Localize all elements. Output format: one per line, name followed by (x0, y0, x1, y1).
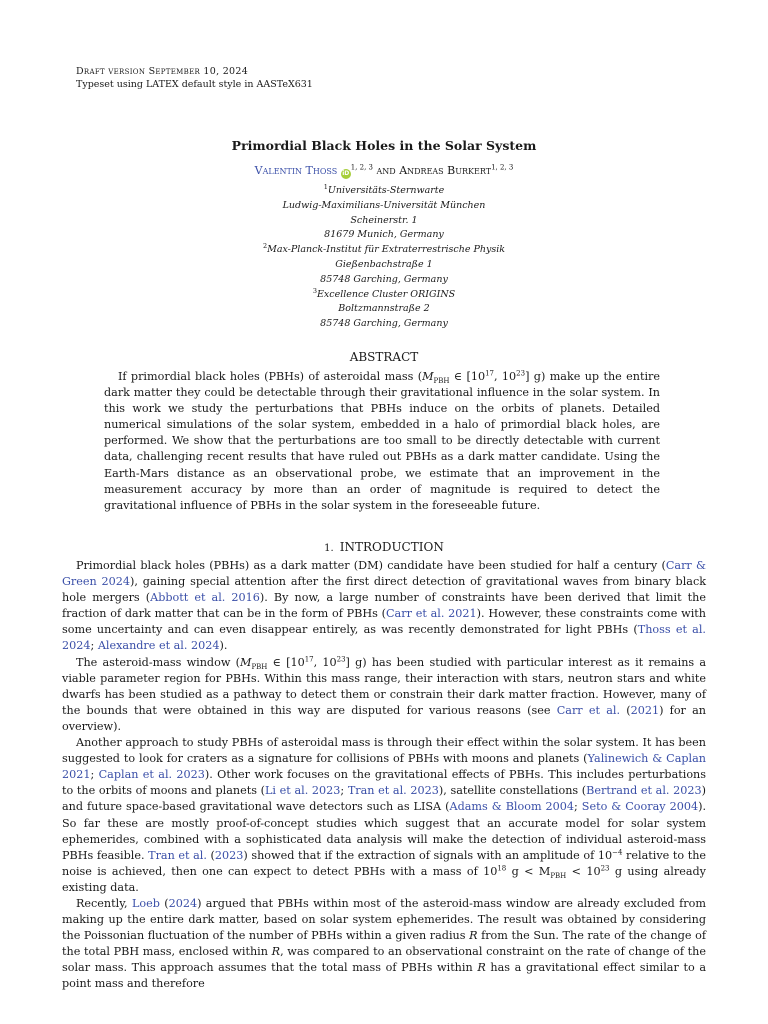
citation-link[interactable]: 2021 (630, 703, 660, 717)
typeset-note: Typeset using LATEX default style in AASTeX631 (76, 78, 313, 90)
citation-link[interactable]: Adams & Bloom 2004 (449, 800, 575, 814)
author-affil-sup: 1, 2, 3 (350, 163, 373, 172)
abstract-heading: ABSTRACT (349, 350, 419, 364)
author-burkert: Andreas Burkert (399, 164, 492, 177)
citation-link[interactable]: 2023 (214, 848, 244, 862)
citation-link[interactable]: Yalinewich & Caplan 2021 (62, 752, 706, 782)
author-and: and (376, 164, 396, 177)
paper-title: Primordial Black Holes in the Solar System (231, 138, 537, 153)
affiliation-line: $^2$Max-Planck-Institut für Extraterrestrische Physik (262, 242, 506, 256)
citation-link[interactable]: Alexandre et al. 2024 (97, 639, 220, 653)
body-text (62, 558, 706, 993)
author-affil-sup: 1, 2, 3 (491, 163, 514, 172)
affiliation-line: Boltzmannstraße 2 (338, 303, 430, 315)
citation-link[interactable]: Loeb (131, 896, 160, 910)
affiliation-line: 85748 Garching, Germany (320, 273, 448, 285)
abstract-text: If primordial black holes (PBHs) of asteroidal mass ($M_{PBH}$ ∈ [$10^{17}$, $10^{23}$] g) make up the entire dark matter they could be detectable through their gravitational influence in the solar system. In this work we study the perturbations that PBHs induce on the orbits of planets. Detailed numerical simulations of the solar system, embedded in a halo of primordial black holes, are performed. We show that the perturbations are too small to be directly detectable with current data, challenging recent results that have ruled out PBHs as a dark matter candidate. Using the Earth-Mars distance as an observational probe, we estimate that an improvement in the measurement accuracy by more than an order of magnitude is required to detect the gravitational influence of PBHs in the solar system in the foreseeable future. (104, 369, 660, 512)
paragraph: The asteroid-mass window ($M_{PBH}$ ∈ [$10^{17}$, $10^{23}$] g) has been studied with particular interest as it remains a viable parameter region for PBHs. Within this mass range, their interaction with stars, neutron stars and white dwarfs has been studied as a pathway to detect them or constrain their dark matter fraction. However, many of the bounds that were obtained in this way are disputed for various reasons (see Carr et al. (2021) for an overview). (62, 654, 707, 733)
citation-link[interactable]: Thoss et al. 2024 (62, 623, 706, 653)
citation-link[interactable]: Tran et al. 2023 (347, 784, 439, 798)
affiliation-line: 85748 Garching, Germany (320, 318, 448, 330)
citation-link[interactable]: Caplan et al. 2023 (98, 768, 205, 782)
affiliation-line: $^1$Universitäts-Sternwarte (323, 182, 445, 196)
citation-link[interactable]: Carr et al. (556, 703, 621, 717)
affiliation-line: $^3$Excellence Cluster ORIGINS (312, 286, 456, 300)
citation-link[interactable]: Bertrand et al. 2023 (586, 784, 702, 798)
affiliation-line: Ludwig-Maximilians-Universität München (282, 199, 486, 211)
citation-link[interactable]: Carr et al. 2021 (386, 607, 477, 621)
draft-version: Draft version September 10, 2024 (76, 66, 249, 77)
citation-link[interactable]: Seto & Cooray 2004 (581, 800, 699, 814)
citation-link[interactable]: Abbott et al. 2016 (150, 591, 260, 605)
section-heading: 1. INTRODUCTION (324, 540, 444, 554)
author-list (0, 164, 768, 179)
author-link-thoss[interactable]: Valentin Thoss (254, 164, 338, 177)
citation-link[interactable]: Li et al. 2023 (265, 784, 341, 798)
affiliation-line: 81679 Munich, Germany (324, 229, 444, 241)
affiliations (0, 184, 768, 332)
preprint-header (76, 66, 313, 91)
paragraph: Primordial black holes (PBHs) as a dark matter (DM) candidate have been studied for half a century (Carr & Green 2024), gaining special attention after the first direct detection of gravitational waves from binary black hole mergers (Abbott et al. 2016). By now, a large number of constraints have been derived that limit the fraction of dark matter that can be in the form of PBHs (Carr et al. 2021). However, these constraints come with some uncertainty and can even disappear entirely, as was recently demonstrated for light PBHs (Thoss et al. 2024; Alexandre et al. 2024). (62, 559, 706, 653)
paragraph: Another approach to study PBHs of asteroidal mass is through their effect within the solar system. It has been suggested to look for craters as a signature for collisions of PBHs with moons and planets (Yalinewich & Caplan 2021; Caplan et al. 2023). Other work focuses on the gravitational effects of PBHs. This includes perturbations to the orbits of moons and planets (Li et al. 2023; Tran et al. 2023), satellite constellations (Bertrand et al. 2023) and future space-based gravitational wave detectors such as LISA (Adams & Bloom 2004; Seto & Cooray 2004). So far these are mostly proof-of-concept studies which suggest that an accurate model for solar system ephemerides, combined with a sophisticated data analysis will make the detection of individual asteroid-mass PBHs feasible. Tran et al. (2023) showed that if the extraction of signals with an amplitude of $10^{-4}$ relative to the noise is achieved, then one can expect to detect PBHs with a mass of $10^{18}$ $g < M_{PBH} < 10^{23}$ g using already existing data. (62, 736, 707, 894)
orcid-icon[interactable]: iD (342, 170, 350, 177)
citation-link[interactable]: Carr & Green 2024 (62, 559, 706, 589)
citation-link[interactable]: Tran et al. (148, 848, 207, 862)
affiliation-line: Scheinerstr. 1 (350, 214, 418, 226)
paragraph: Recently, Loeb (2024) argued that PBHs within most of the asteroid-mass window are already excluded from making up the entire dark matter, based on solar system ephemerides. The result was obtained by considering the Poissonian fluctuation of the number of PBHs within a given radius R from the Sun. The rate of the change of the total PBH mass, enclosed within R, was compared to an observational constraint on the rate of change of the solar mass. This approach assumes that the total mass of PBHs within R has a gravitational effect similar to a point mass and therefore (62, 896, 707, 991)
affiliation-line: Gießenbachstraße 1 (335, 258, 433, 270)
citation-link[interactable]: 2024 (168, 896, 198, 910)
